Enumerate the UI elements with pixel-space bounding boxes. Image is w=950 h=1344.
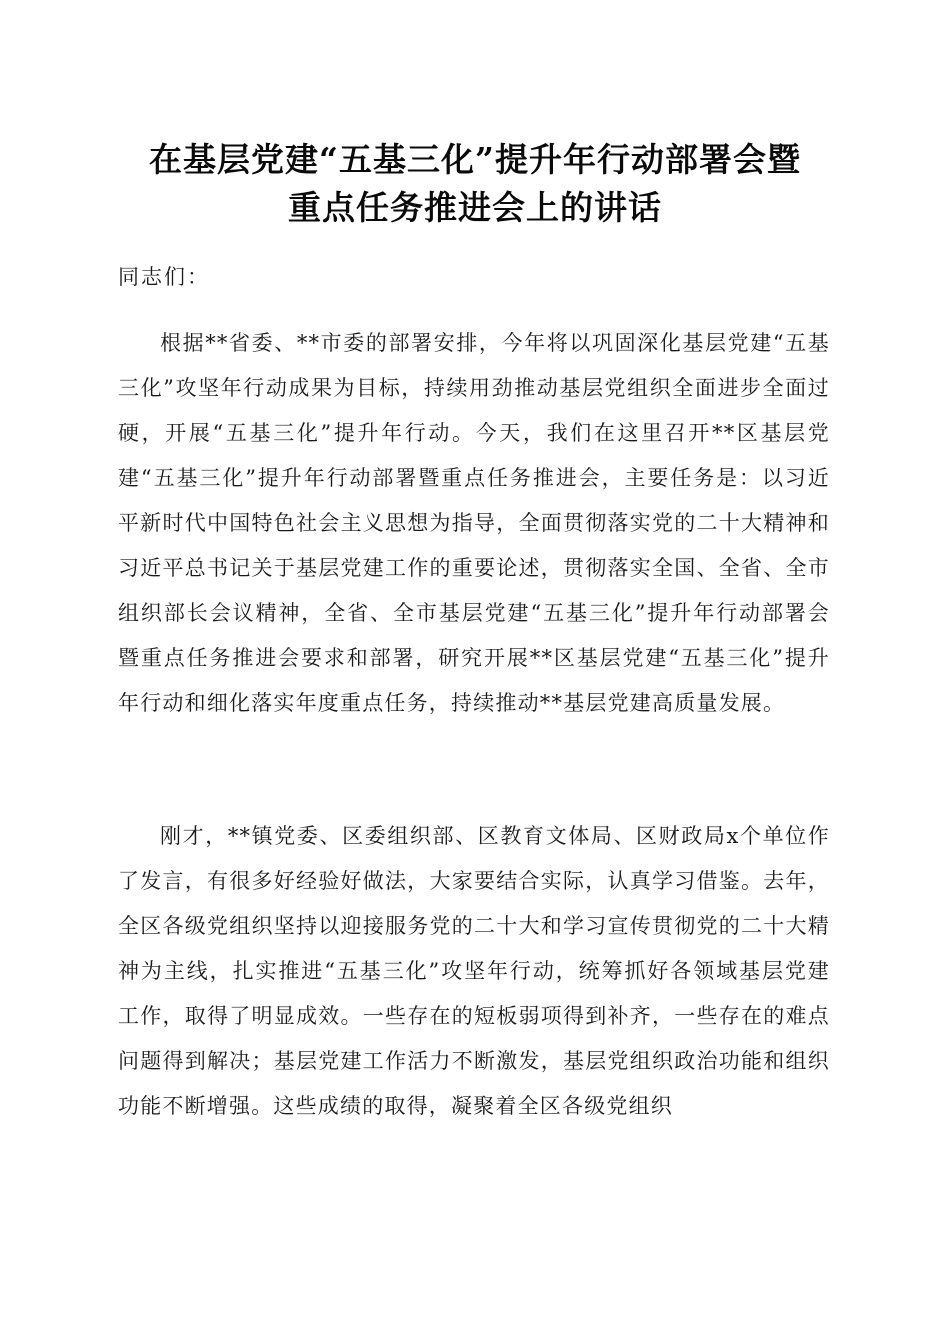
document-title-line-1: 在基层党建“五基三化”提升年行动部署会暨 xyxy=(149,140,801,179)
document-title-line-2: 重点任务推进会上的讲话 xyxy=(288,188,662,227)
paragraph-1: 根据**省委、**市委的部署安排，今年将以巩固深化基层党建“五基三化”攻坚年行动成果为目标，持续用劲推动基层党组织全面进步全面过硬，开展“五基三化”提升年行动。今天，我们在这里召开**区基层党建“五基三化”提升年行动部署暨重点任务推进会，主要任务是：以习近平新时代中国特色社会主义思想为指导，全面贯彻落实党的二十大精神和习近平总书记关于基层党建工作的重要论述，贯彻落实全国、全省、全市组织部长会议精神，全省、全市基层党建“五基三化”提升年行动部署会暨重点任务推进会要求和部署，研究开展**区基层党建“五基三化”提升年行动和细化落实年度重点任务，持续推动**基层党建高质量发展。 xyxy=(118,331,830,715)
paragraph-2: 刚才，**镇党委、区委组织部、区教育文体局、区财政局x个单位作了发言，有很多好经验好做法，大家要结合实际，认真学习借鉴。去年，全区各级党组织坚持以迎接服务党的二十大和学习宣传贯彻党的二十大精神为主线，扎实推进“五基三化”攻坚年行动，统筹抓好各领域基层党建工作，取得了明显成效。一些存在的短板弱项得到补齐，一些存在的难点问题得到解决；基层党建工作活力不断激发，基层党组织政治功能和组织功能不断增强。这些成绩的取得，凝聚着全区各级党组织 xyxy=(118,824,830,1118)
greeting: 同志们： xyxy=(118,265,210,289)
